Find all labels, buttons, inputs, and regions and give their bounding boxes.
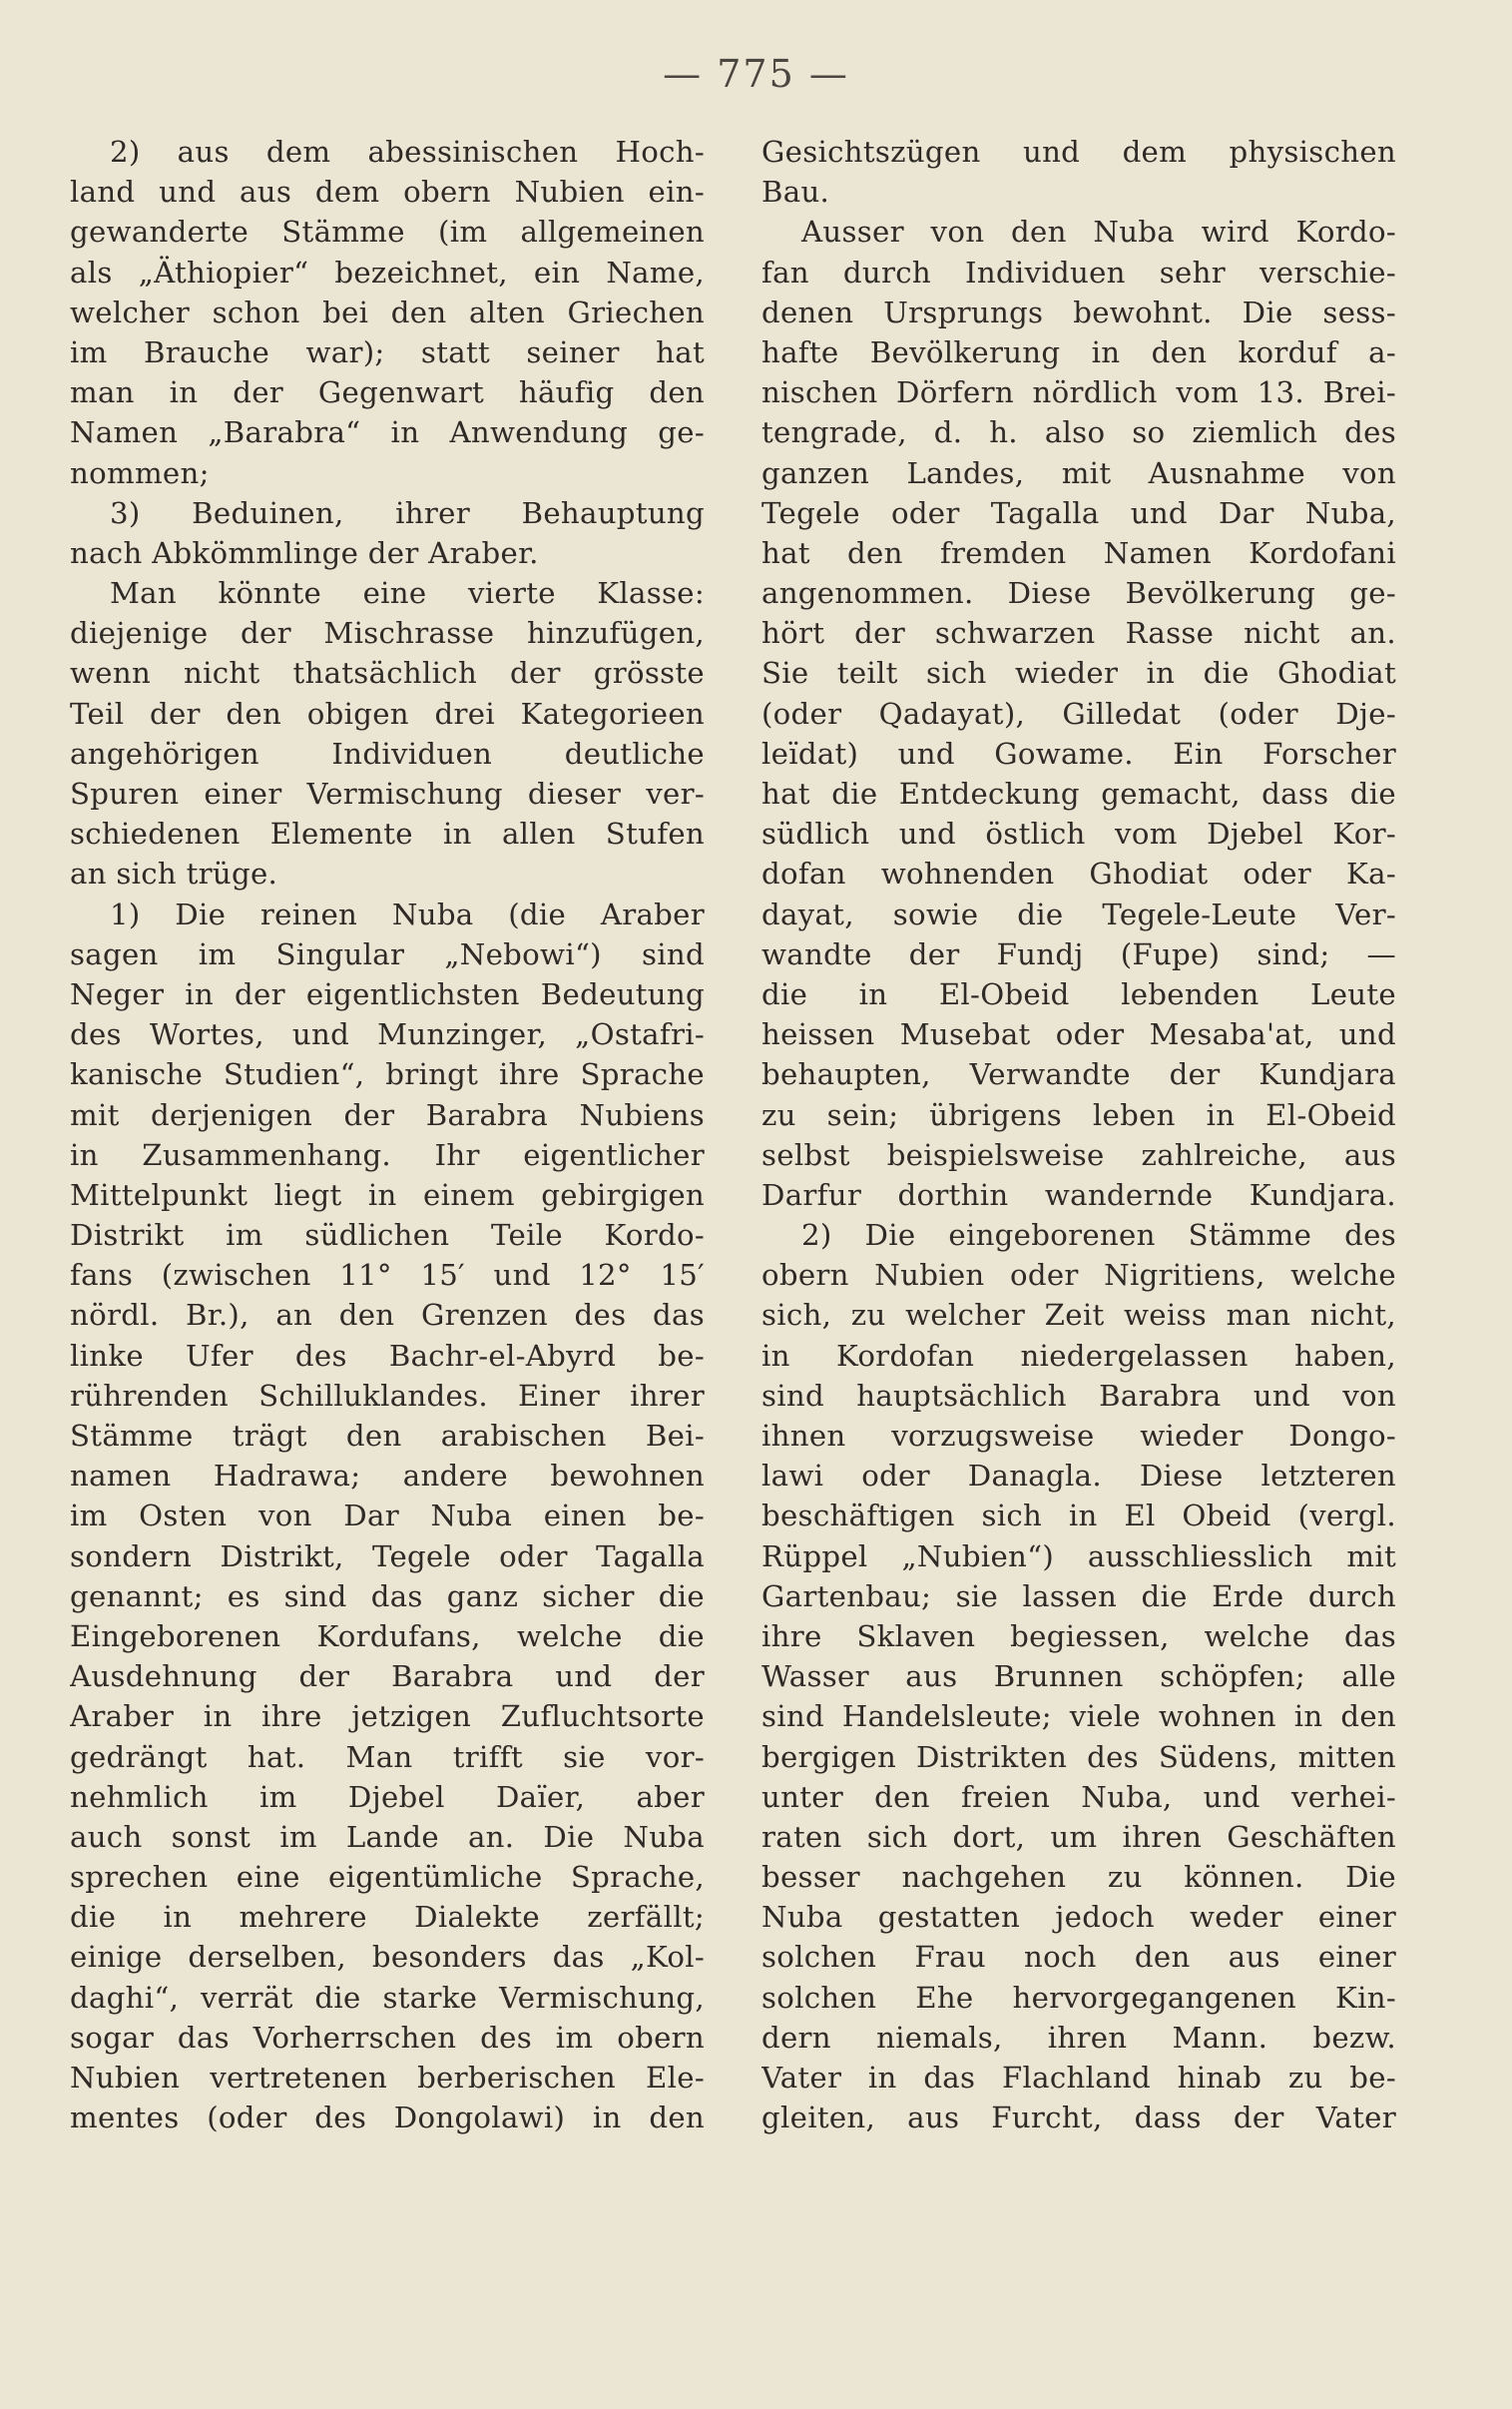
text-line: Ausser von den Nuba wird Kordo- bbox=[801, 215, 1396, 250]
text-line: sind Handelsleute; viele wohnen in den bbox=[761, 1699, 1396, 1734]
text-line: Wasser aus Brunnen schöpfen; alle bbox=[761, 1659, 1396, 1694]
text-line: land und aus dem obern Nubien ein- bbox=[70, 175, 705, 210]
text-line: Namen „Barabra“ in Anwendung ge- bbox=[70, 415, 705, 450]
text-line: die in mehrere Dialekte zerfällt; bbox=[70, 1900, 705, 1935]
text-line: ganzen Landes, mit Ausnahme von bbox=[761, 455, 1396, 490]
text-line: Sie teilt sich wieder in die Ghodiat bbox=[761, 656, 1396, 691]
text-line: südlich und östlich vom Djebel Kor- bbox=[761, 817, 1396, 852]
text-line: sich, zu welcher Zeit weiss man nicht, bbox=[761, 1298, 1396, 1333]
page-number: — 775 — bbox=[663, 52, 849, 96]
text-line: ihnen vorzugsweise wieder Dongo- bbox=[761, 1419, 1396, 1453]
text-line: leïdat) und Gowame. Ein Forscher bbox=[761, 736, 1396, 771]
text-line: an sich trüge. bbox=[70, 857, 278, 892]
text-line: gedrängt hat. Man trifft sie vor- bbox=[70, 1739, 705, 1774]
text-line: Darfur dorthin wandernde Kundjara. bbox=[761, 1177, 1396, 1212]
text-line: dern niemals, ihren Mann. bezw. bbox=[761, 2020, 1396, 2055]
text-line: Vater in das Flachland hinab zu be- bbox=[761, 2061, 1396, 2095]
text-line: gewanderte Stämme (im allgemeinen bbox=[70, 215, 705, 250]
text-line: Gesichtszügen und dem physischen bbox=[761, 135, 1396, 169]
text-line: Ausdehnung der Barabra und der bbox=[70, 1659, 705, 1694]
text-line: schiedenen Elemente in allen Stufen bbox=[70, 817, 705, 852]
text-line: solchen Frau noch den aus einer bbox=[761, 1940, 1396, 1975]
text-line: raten sich dort, um ihren Geschäften bbox=[761, 1819, 1396, 1854]
text-line: mentes (oder des Dongolawi) in den bbox=[70, 2101, 705, 2135]
text-line: hat den fremden Namen Kordofani bbox=[761, 535, 1396, 570]
text-line: linke Ufer des Bachr-el-Abyrd be- bbox=[70, 1338, 705, 1373]
text-line: nach Abkömmlinge der Araber. bbox=[70, 535, 539, 570]
text-line: man in der Gegenwart häufig den bbox=[70, 375, 705, 410]
text-line: solchen Ehe hervorgegangenen Kin- bbox=[761, 1980, 1396, 2015]
text-line: 2) aus dem abessinischen Hoch- bbox=[110, 135, 705, 169]
text-line: Nubien vertretenen berberischen Ele- bbox=[70, 2061, 705, 2095]
text-line: als „Äthiopier“ bezeichnet, ein Name, bbox=[70, 255, 705, 290]
text-line: daghi“, verrät die starke Vermischung, bbox=[70, 1980, 705, 2015]
text-line: hat die Entdeckung gemacht, dass die bbox=[761, 777, 1396, 811]
text-line: angehörigen Individuen deutliche bbox=[70, 736, 705, 771]
text-line: selbst beispielsweise zahlreiche, aus bbox=[761, 1137, 1396, 1172]
text-line: 2) Die eingeborenen Stämme des bbox=[801, 1218, 1396, 1253]
text-line: angenommen. Diese Bevölkerung ge- bbox=[761, 576, 1396, 611]
text-line: namen Hadrawa; andere bewohnen bbox=[70, 1459, 705, 1494]
text-line: im Osten von Dar Nuba einen be- bbox=[70, 1499, 705, 1533]
text-line: 1) Die reinen Nuba (die Araber bbox=[110, 897, 705, 931]
text-line: hafte Bevölkerung in den korduf a- bbox=[761, 334, 1396, 369]
text-line: die in El-Obeid lebenden Leute bbox=[761, 976, 1396, 1011]
text-line: obern Nubien oder Nigritiens, welche bbox=[761, 1258, 1396, 1293]
text-line: Nuba gestatten jedoch weder einer bbox=[761, 1900, 1396, 1935]
text-line: 3) Beduinen, ihrer Behauptung bbox=[110, 495, 705, 530]
text-line: einige derselben, besonders das „Kol- bbox=[70, 1940, 705, 1975]
text-line: Stämme trägt den arabischen Bei- bbox=[70, 1419, 705, 1453]
text-line: auch sonst im Lande an. Die Nuba bbox=[70, 1819, 705, 1854]
text-line: nommen; bbox=[70, 455, 210, 490]
text-line: wenn nicht thatsächlich der grösste bbox=[70, 656, 705, 691]
text-line: tengrade, d. h. also so ziemlich des bbox=[761, 415, 1396, 450]
text-line: dayat, sowie die Tegele-Leute Ver- bbox=[761, 897, 1396, 931]
text-line: wandte der Fundj (Fupe) sind; — bbox=[761, 936, 1396, 971]
text-line: nehmlich im Djebel Daïer, aber bbox=[70, 1779, 705, 1814]
text-line: nischen Dörfern nördlich vom 13. Brei- bbox=[761, 375, 1396, 410]
text-line: fan durch Individuen sehr verschie- bbox=[761, 255, 1396, 290]
text-line: Bau. bbox=[761, 175, 830, 210]
text-line: in Kordofan niedergelassen haben, bbox=[761, 1338, 1396, 1373]
text-line: im Brauche war); statt seiner hat bbox=[70, 334, 705, 369]
text-line: in Zusammenhang. Ihr eigentlicher bbox=[70, 1137, 705, 1172]
text-line: fans (zwischen 11° 15′ und 12° 15′ bbox=[70, 1258, 705, 1293]
text-line: nördl. Br.), an den Grenzen des das bbox=[70, 1298, 705, 1333]
text-line: Eingeborenen Kordufans, welche die bbox=[70, 1618, 705, 1653]
text-line: unter den freien Nuba, und verhei- bbox=[761, 1779, 1396, 1814]
text-line: beschäftigen sich in El Obeid (vergl. bbox=[761, 1499, 1396, 1533]
text-line: Spuren einer Vermischung dieser ver- bbox=[70, 777, 705, 811]
text-line: Araber in ihre jetzigen Zufluchtsorte bbox=[70, 1699, 705, 1734]
text-line: welcher schon bei den alten Griechen bbox=[70, 295, 705, 329]
text-line: zu sein; übrigens leben in El-Obeid bbox=[761, 1097, 1396, 1132]
text-line: lawi oder Danagla. Diese letzteren bbox=[761, 1459, 1396, 1494]
text-line: besser nachgehen zu können. Die bbox=[761, 1860, 1396, 1895]
text-line: Neger in der eigentlichsten Bedeutung bbox=[70, 976, 705, 1011]
text-line: heissen Musebat oder Mesaba'at, und bbox=[761, 1017, 1396, 1052]
text-line: bergigen Distrikten des Südens, mitten bbox=[761, 1739, 1396, 1774]
text-line: genannt; es sind das ganz sicher die bbox=[70, 1578, 705, 1613]
text-line: Tegele oder Tagalla und Dar Nuba, bbox=[761, 495, 1396, 530]
text-line: (oder Qadayat), Gilledat (oder Dje- bbox=[761, 696, 1396, 731]
text-line: ihre Sklaven begiessen, welche das bbox=[761, 1618, 1396, 1653]
text-line: des Wortes, und Munzinger, „Ostafri- bbox=[70, 1017, 705, 1052]
text-line: sogar das Vorherrschen des im obern bbox=[70, 2020, 705, 2055]
text-line: kanische Studien“, bringt ihre Sprache bbox=[70, 1057, 705, 1092]
text-line: hört der schwarzen Rasse nicht an. bbox=[761, 616, 1396, 651]
text-line: Gartenbau; sie lassen die Erde durch bbox=[761, 1578, 1396, 1613]
text-line: Mittelpunkt liegt in einem gebirgigen bbox=[70, 1177, 705, 1212]
text-line: sondern Distrikt, Tegele oder Tagalla bbox=[70, 1538, 705, 1573]
text-line: behaupten, Verwandte der Kundjara bbox=[761, 1057, 1396, 1092]
text-line: gleiten, aus Furcht, dass der Vater bbox=[761, 2101, 1396, 2135]
text-line: diejenige der Mischrasse hinzufügen, bbox=[70, 616, 705, 651]
text-line: rührenden Schilluklandes. Einer ihrer bbox=[70, 1378, 705, 1413]
text-line: sind hauptsächlich Barabra und von bbox=[761, 1378, 1396, 1413]
text-line: Distrikt im südlichen Teile Kordo- bbox=[70, 1218, 705, 1253]
text-line: Teil der den obigen drei Kategorieen bbox=[70, 696, 705, 731]
text-line: mit derjenigen der Barabra Nubiens bbox=[70, 1097, 705, 1132]
text-line: Man könnte eine vierte Klasse: bbox=[110, 576, 705, 611]
text-line: sagen im Singular „Nebowi“) sind bbox=[70, 936, 705, 971]
text-line: Rüppel „Nubien“) ausschliesslich mit bbox=[761, 1538, 1396, 1573]
text-line: sprechen eine eigentümliche Sprache, bbox=[70, 1860, 705, 1895]
text-line: denen Ursprungs bewohnt. Die sess- bbox=[761, 295, 1396, 329]
left-column bbox=[70, 132, 705, 2137]
right-column bbox=[761, 132, 1396, 2137]
text-line: dofan wohnenden Ghodiat oder Ka- bbox=[761, 857, 1396, 892]
